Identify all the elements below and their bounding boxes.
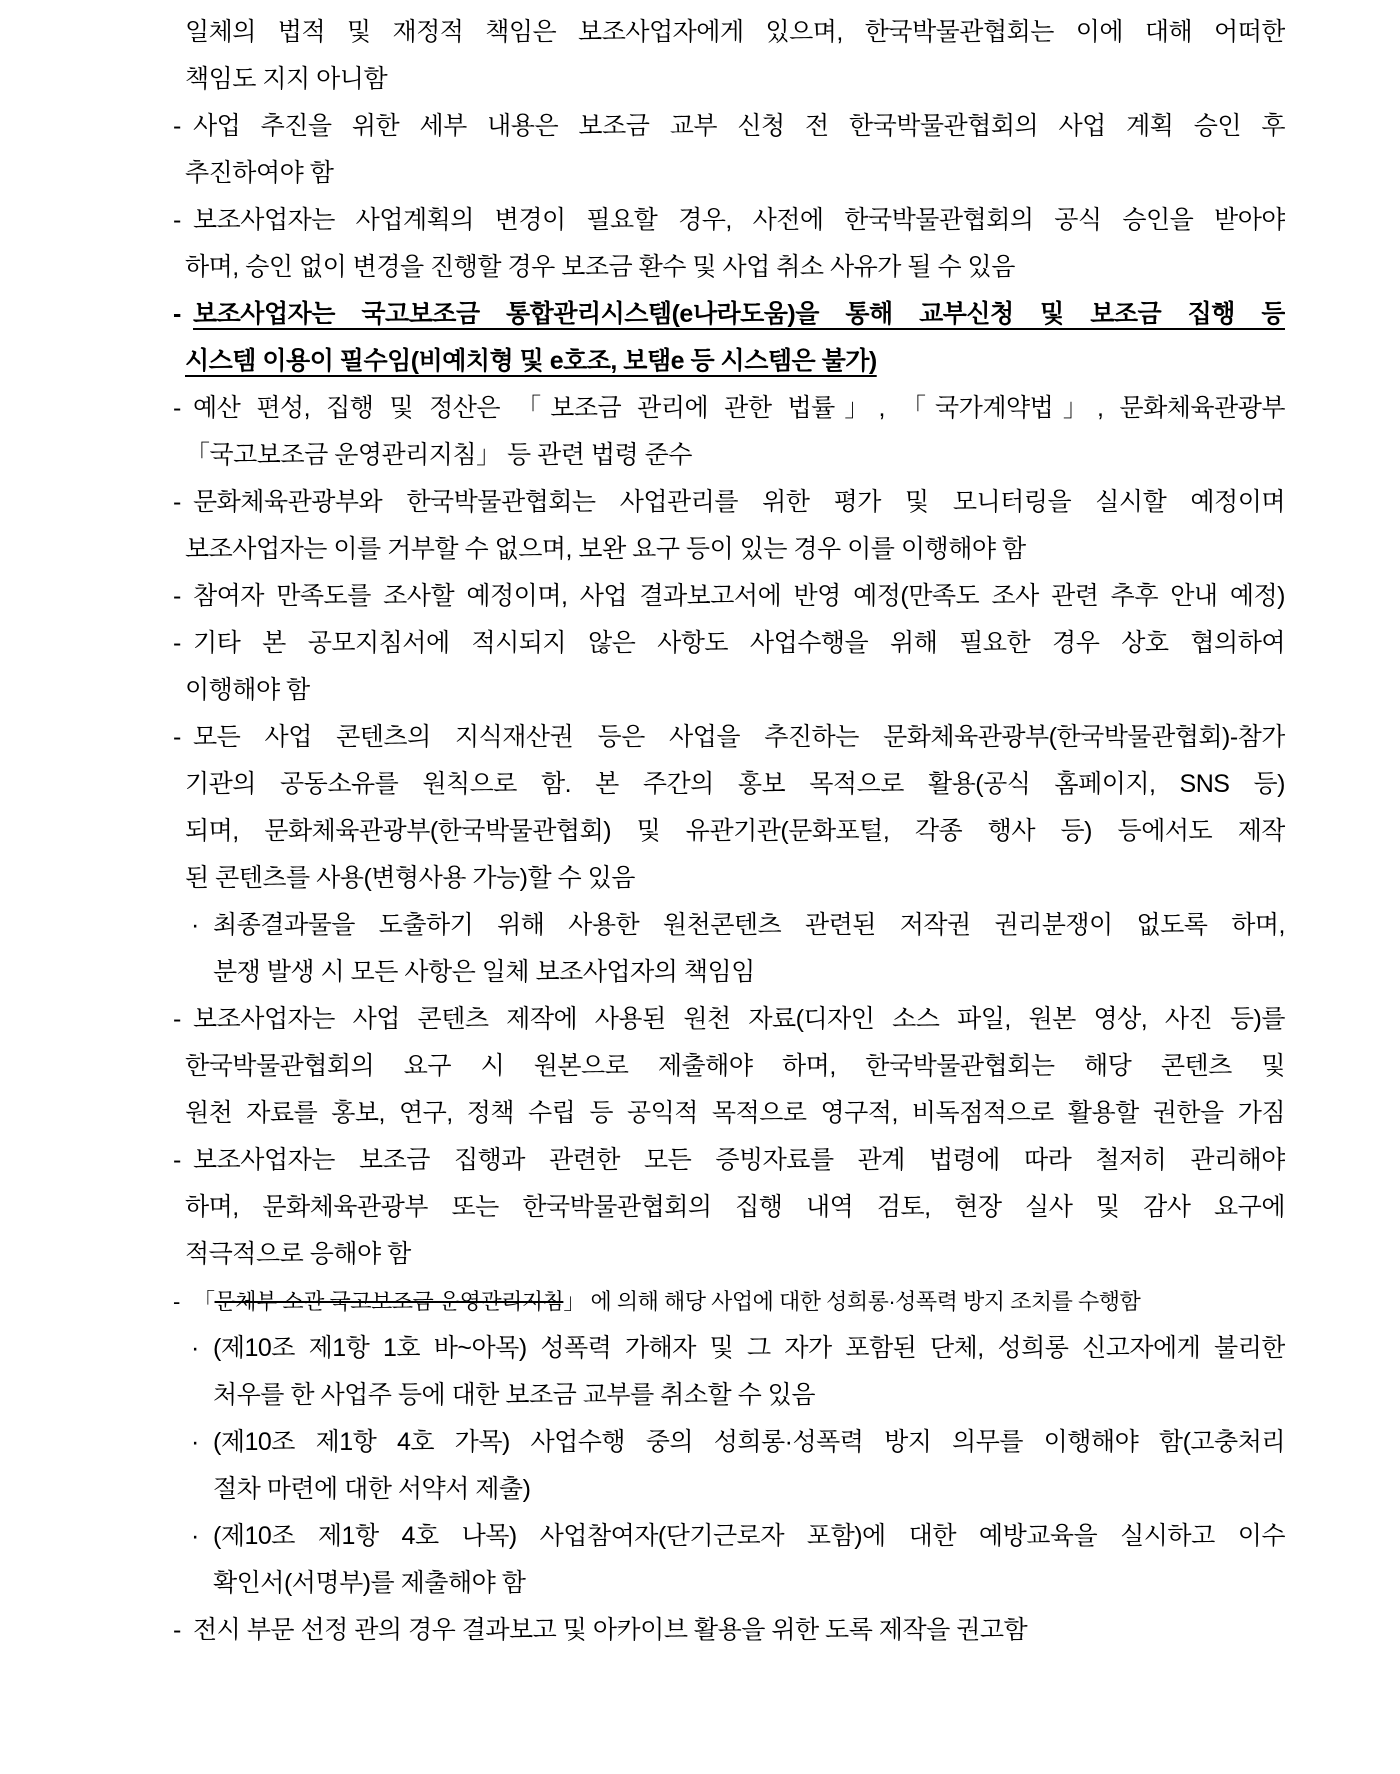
doc-line	[0, 620, 1285, 667]
dash-bullet: -	[173, 1146, 181, 1174]
doc-line-text: 사업 추진을 위한 세부 내용은 보조금 교부 신청 전 한국박물관협회의 사업 계획 승인 후	[193, 112, 1285, 140]
doc-line-text: (제10조 제1항 4호 가목) 사업수행 중의 성희롱·성폭력 방지 의무를 이행해야 함(고충처리	[213, 1428, 1285, 1456]
doc-line-text: 전시 부문 선정 관의 경우 결과보고 및 아카이브 활용을 위한 도록 제작을 권고함	[193, 1616, 1028, 1644]
doc-line-text	[193, 1289, 1140, 1314]
dash-bullet: -	[173, 629, 181, 657]
doc-line	[0, 996, 1285, 1043]
dot-bullet: ·	[191, 1428, 199, 1456]
dot-bullet: ·	[191, 1334, 199, 1362]
dash-bullet: -	[173, 488, 181, 516]
doc-line	[0, 197, 1285, 244]
doc-line: 기관의 공동소유를 원칙으로 함. 본 주간의 홍보 목적으로 활용(공식 홈페이지, SNS 등)	[185, 770, 1285, 798]
dash-bullet: -	[173, 1005, 181, 1033]
doc-line	[0, 103, 1285, 150]
doc-line: 하며, 승인 없이 변경을 진행할 경우 보조금 환수 및 사업 취소 사유가 될 수 있음	[185, 253, 1015, 281]
doc-line: 책임도 지지 아니함	[185, 65, 388, 93]
doc-subline	[0, 1513, 1285, 1560]
doc-subline	[0, 1325, 1285, 1372]
doc-line-text: 시스템 이용이 필수임(비예치형 및 e호조, 보탬e 등 시스템은 불가)	[185, 347, 877, 375]
doc-line	[0, 1607, 1285, 1654]
doc-line: 하며, 문화체육관광부 또는 한국박물관협회의 집행 내역 검토, 현장 실사 및 감사 요구에	[185, 1193, 1285, 1221]
dot-bullet: ·	[191, 1522, 199, 1550]
doc-line-emphasized	[0, 291, 1285, 338]
dash-bullet: -	[173, 394, 181, 422]
dash-bullet: -	[173, 112, 181, 140]
doc-line	[0, 573, 1285, 620]
doc-line: 원천 자료를 홍보, 연구, 정책 수립 등 공익적 목적으로 영구적, 비독점적으로 활용할 권한을 가짐	[185, 1099, 1285, 1127]
doc-line: 되며, 문화체육관광부(한국박물관협회) 및 유관기관(문화포털, 각종 행사 등) 등에서도 제작	[185, 817, 1285, 845]
doc-line-text: (제10조 제1항 1호 바~아목) 성폭력 가해자 및 그 자가 포함된 단체, 성희롱 신고자에게 불리한	[213, 1334, 1285, 1362]
dot-bullet: ·	[191, 911, 199, 939]
doc-line	[0, 479, 1285, 526]
doc-line: 보조사업자는 이를 거부할 수 없으며, 보완 요구 등이 있는 경우 이를 이행해야 함	[185, 535, 1026, 563]
dash-bullet: -	[173, 300, 181, 328]
doc-line	[0, 1278, 1285, 1325]
dash-bullet: -	[173, 1616, 181, 1644]
doc-line-text: 문화체육관광부와 한국박물관협회는 사업관리를 위한 평가 및 모니터링을 실시할 예정이며	[193, 488, 1285, 516]
doc-subline	[0, 1419, 1285, 1466]
dash-bullet: -	[173, 1289, 180, 1314]
doc-line	[0, 385, 1285, 432]
dash-bullet: -	[173, 206, 181, 234]
struck-text: 문체부 소관 국고보조금 운영관리지침	[214, 1289, 564, 1314]
doc-subline: 분쟁 발생 시 모든 사항은 일체 보조사업자의 책임임	[213, 958, 755, 986]
doc-line: 적극적으로 응해야 함	[185, 1240, 411, 1268]
doc-line: 일체의 법적 및 재정적 책임은 보조사업자에게 있으며, 한국박물관협회는 이에 대해 어떠한	[185, 18, 1285, 46]
doc-line: 「국고보조금 운영관리지침」 등 관련 법령 준수	[185, 441, 692, 469]
doc-line-text: (제10조 제1항 4호 나목) 사업참여자(단기근로자 포함)에 대한 예방교육을 실시하고 이수	[213, 1522, 1285, 1550]
doc-line-text: 예산 편성, 집행 및 정산은 「보조금 관리에 관한 법률」, 「국가계약법」, 문화체육관광부	[193, 394, 1285, 422]
dash-bullet: -	[173, 582, 181, 610]
doc-line-text: 참여자 만족도를 조사할 예정이며, 사업 결과보고서에 반영 예정(만족도 조사 관련 추후 안내 예정)	[193, 582, 1285, 610]
doc-line-rest: 」 에 의해 해당 사업에 대한 성희롱·성폭력 방지 조치를 수행함	[563, 1289, 1141, 1314]
doc-subline: 절차 마련에 대한 서약서 제출)	[213, 1475, 531, 1503]
document-body	[0, 9, 1285, 1654]
doc-subline	[0, 902, 1285, 949]
doc-line-text: 보조사업자는 사업계획의 변경이 필요할 경우, 사전에 한국박물관협회의 공식 승인을 받아야	[193, 206, 1285, 234]
doc-line: 이행해야 함	[185, 676, 310, 704]
bracket-open: 「	[193, 1289, 215, 1314]
doc-line	[0, 714, 1285, 761]
doc-subline: 확인서(서명부)를 제출해야 함	[213, 1569, 526, 1597]
doc-line: 한국박물관협회의 요구 시 원본으로 제출해야 하며, 한국박물관협회는 해당 콘텐츠 및	[185, 1052, 1285, 1080]
doc-line-text: 보조사업자는 국고보조금 통합관리시스템(e나라도움)을 통해 교부신청 및 보조금 집행 등	[193, 300, 1285, 328]
dash-bullet: -	[173, 723, 181, 751]
doc-line-text: 모든 사업 콘텐츠의 지식재산권 등은 사업을 추진하는 문화체육관광부(한국박물관협회)-참가	[193, 723, 1285, 751]
doc-line-text: 보조사업자는 보조금 집행과 관련한 모든 증빙자료를 관계 법령에 따라 철저히 관리해야	[193, 1146, 1285, 1174]
doc-subline: 처우를 한 사업주 등에 대한 보조금 교부를 취소할 수 있음	[213, 1381, 815, 1409]
doc-line: 추진하여야 함	[185, 159, 334, 187]
doc-line: 된 콘텐츠를 사용(변형사용 가능)할 수 있음	[185, 864, 635, 892]
doc-line-emphasized	[0, 338, 1285, 385]
doc-line-text: 최종결과물을 도출하기 위해 사용한 원천콘텐츠 관련된 저작권 권리분쟁이 없도록 하며,	[213, 911, 1285, 939]
doc-line-text: 보조사업자는 사업 콘텐츠 제작에 사용된 원천 자료(디자인 소스 파일, 원본 영상, 사진 등)를	[193, 1005, 1285, 1033]
doc-line	[0, 1137, 1285, 1184]
doc-line-text: 기타 본 공모지침서에 적시되지 않은 사항도 사업수행을 위해 필요한 경우 상호 협의하여	[193, 629, 1285, 657]
